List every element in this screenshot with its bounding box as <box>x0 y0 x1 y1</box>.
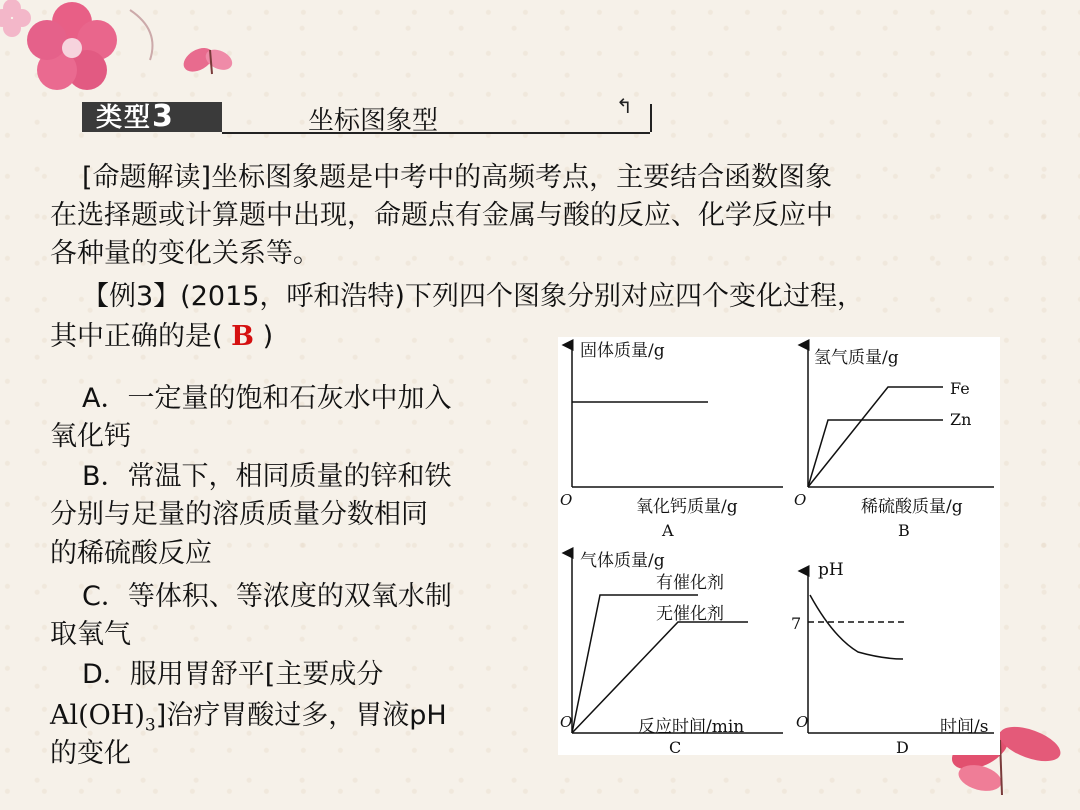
graph-d <box>808 571 994 733</box>
option-d-line-1: D．服用胃舒平[主要成分 <box>82 659 384 690</box>
graph-c-xlabel: 反应时间/min <box>638 717 745 737</box>
graph-c-caption: C <box>669 738 682 755</box>
graph-b-fe-line <box>808 387 943 487</box>
graph-b-ylabel: 氢气质量/g <box>814 348 899 368</box>
option-b-line-3: 的稀硫酸反应 <box>50 538 212 569</box>
option-d-line-3: 的变化 <box>50 738 131 769</box>
answer-text: B <box>231 321 254 352</box>
example-prefix: 其中正确的是( <box>50 321 223 352</box>
intro-line-1: [命题解读]坐标图象题是中考中的高频考点，主要结合函数图象 <box>82 162 833 193</box>
section-header <box>82 94 652 136</box>
section-title: 坐标图象型 <box>308 106 439 136</box>
graph-b-caption: B <box>898 521 910 540</box>
graph-a-caption: A <box>662 521 674 540</box>
example-suffix: ) <box>262 321 274 352</box>
intro-line-2: 在选择题或计算题中出现，命题点有金属与酸的反应、化学反应中 <box>50 200 833 231</box>
graph-d-xlabel: 时间/s <box>940 717 989 737</box>
intro-line-3: 各种量的变化关系等。 <box>50 238 320 269</box>
type-badge <box>82 99 222 134</box>
graph-b-zn-line <box>808 420 943 487</box>
graph-panel <box>558 337 1000 755</box>
graph-a <box>572 345 783 487</box>
graph-c-origin: O <box>560 713 573 731</box>
graph-c-no-catalyst-label: 无催化剂 <box>656 604 724 624</box>
graphs-svg <box>558 337 1000 755</box>
graph-a-origin: O <box>560 491 573 509</box>
formula-base: Al(OH) <box>50 700 145 731</box>
option-d-line-2-rest: ]治疗胃酸过多，胃液pH <box>155 700 447 731</box>
type-label: 类型 <box>96 103 153 133</box>
header-right-border <box>650 104 652 132</box>
graph-d-ylabel: pH <box>818 560 844 580</box>
formula-subscript: 3 <box>144 715 156 736</box>
graph-b-zn-label: Zn <box>950 410 972 429</box>
option-b-line-1: B．常温下，相同质量的锌和铁 <box>82 461 452 492</box>
option-a-line-2: 氧化钙 <box>50 421 131 452</box>
example-line-1: 【例3】(2015，呼和浩特)下列四个图象分别对应四个变化过程， <box>82 281 864 312</box>
example-line-2 <box>50 318 273 356</box>
graph-b-fe-label: Fe <box>950 379 970 398</box>
graph-a-xlabel: 氧化钙质量/g <box>636 497 738 517</box>
graph-d-caption: D <box>896 738 909 755</box>
option-a-line-1: A．一定量的饱和石灰水中加入 <box>82 383 452 414</box>
option-c-line-2: 取氧气 <box>50 619 131 650</box>
graph-d-curve <box>810 595 903 659</box>
graph-d-tick-7: 7 <box>791 614 802 633</box>
type-number: 3 <box>152 99 175 134</box>
graph-c-catalyst-label: 有催化剂 <box>656 573 724 593</box>
back-arrow-icon[interactable]: ↰ <box>616 94 633 118</box>
option-c-line-1: C．等体积、等浓度的双氧水制 <box>82 581 452 612</box>
graph-b-origin: O <box>794 491 807 509</box>
graph-c-ylabel: 气体质量/g <box>580 551 665 571</box>
graph-a-ylabel: 固体质量/g <box>580 341 665 361</box>
graph-b-xlabel: 稀硫酸质量/g <box>861 497 963 517</box>
option-b-line-2: 分别与足量的溶质质量分数相同 <box>50 499 428 530</box>
graph-d-origin: O <box>796 713 809 731</box>
